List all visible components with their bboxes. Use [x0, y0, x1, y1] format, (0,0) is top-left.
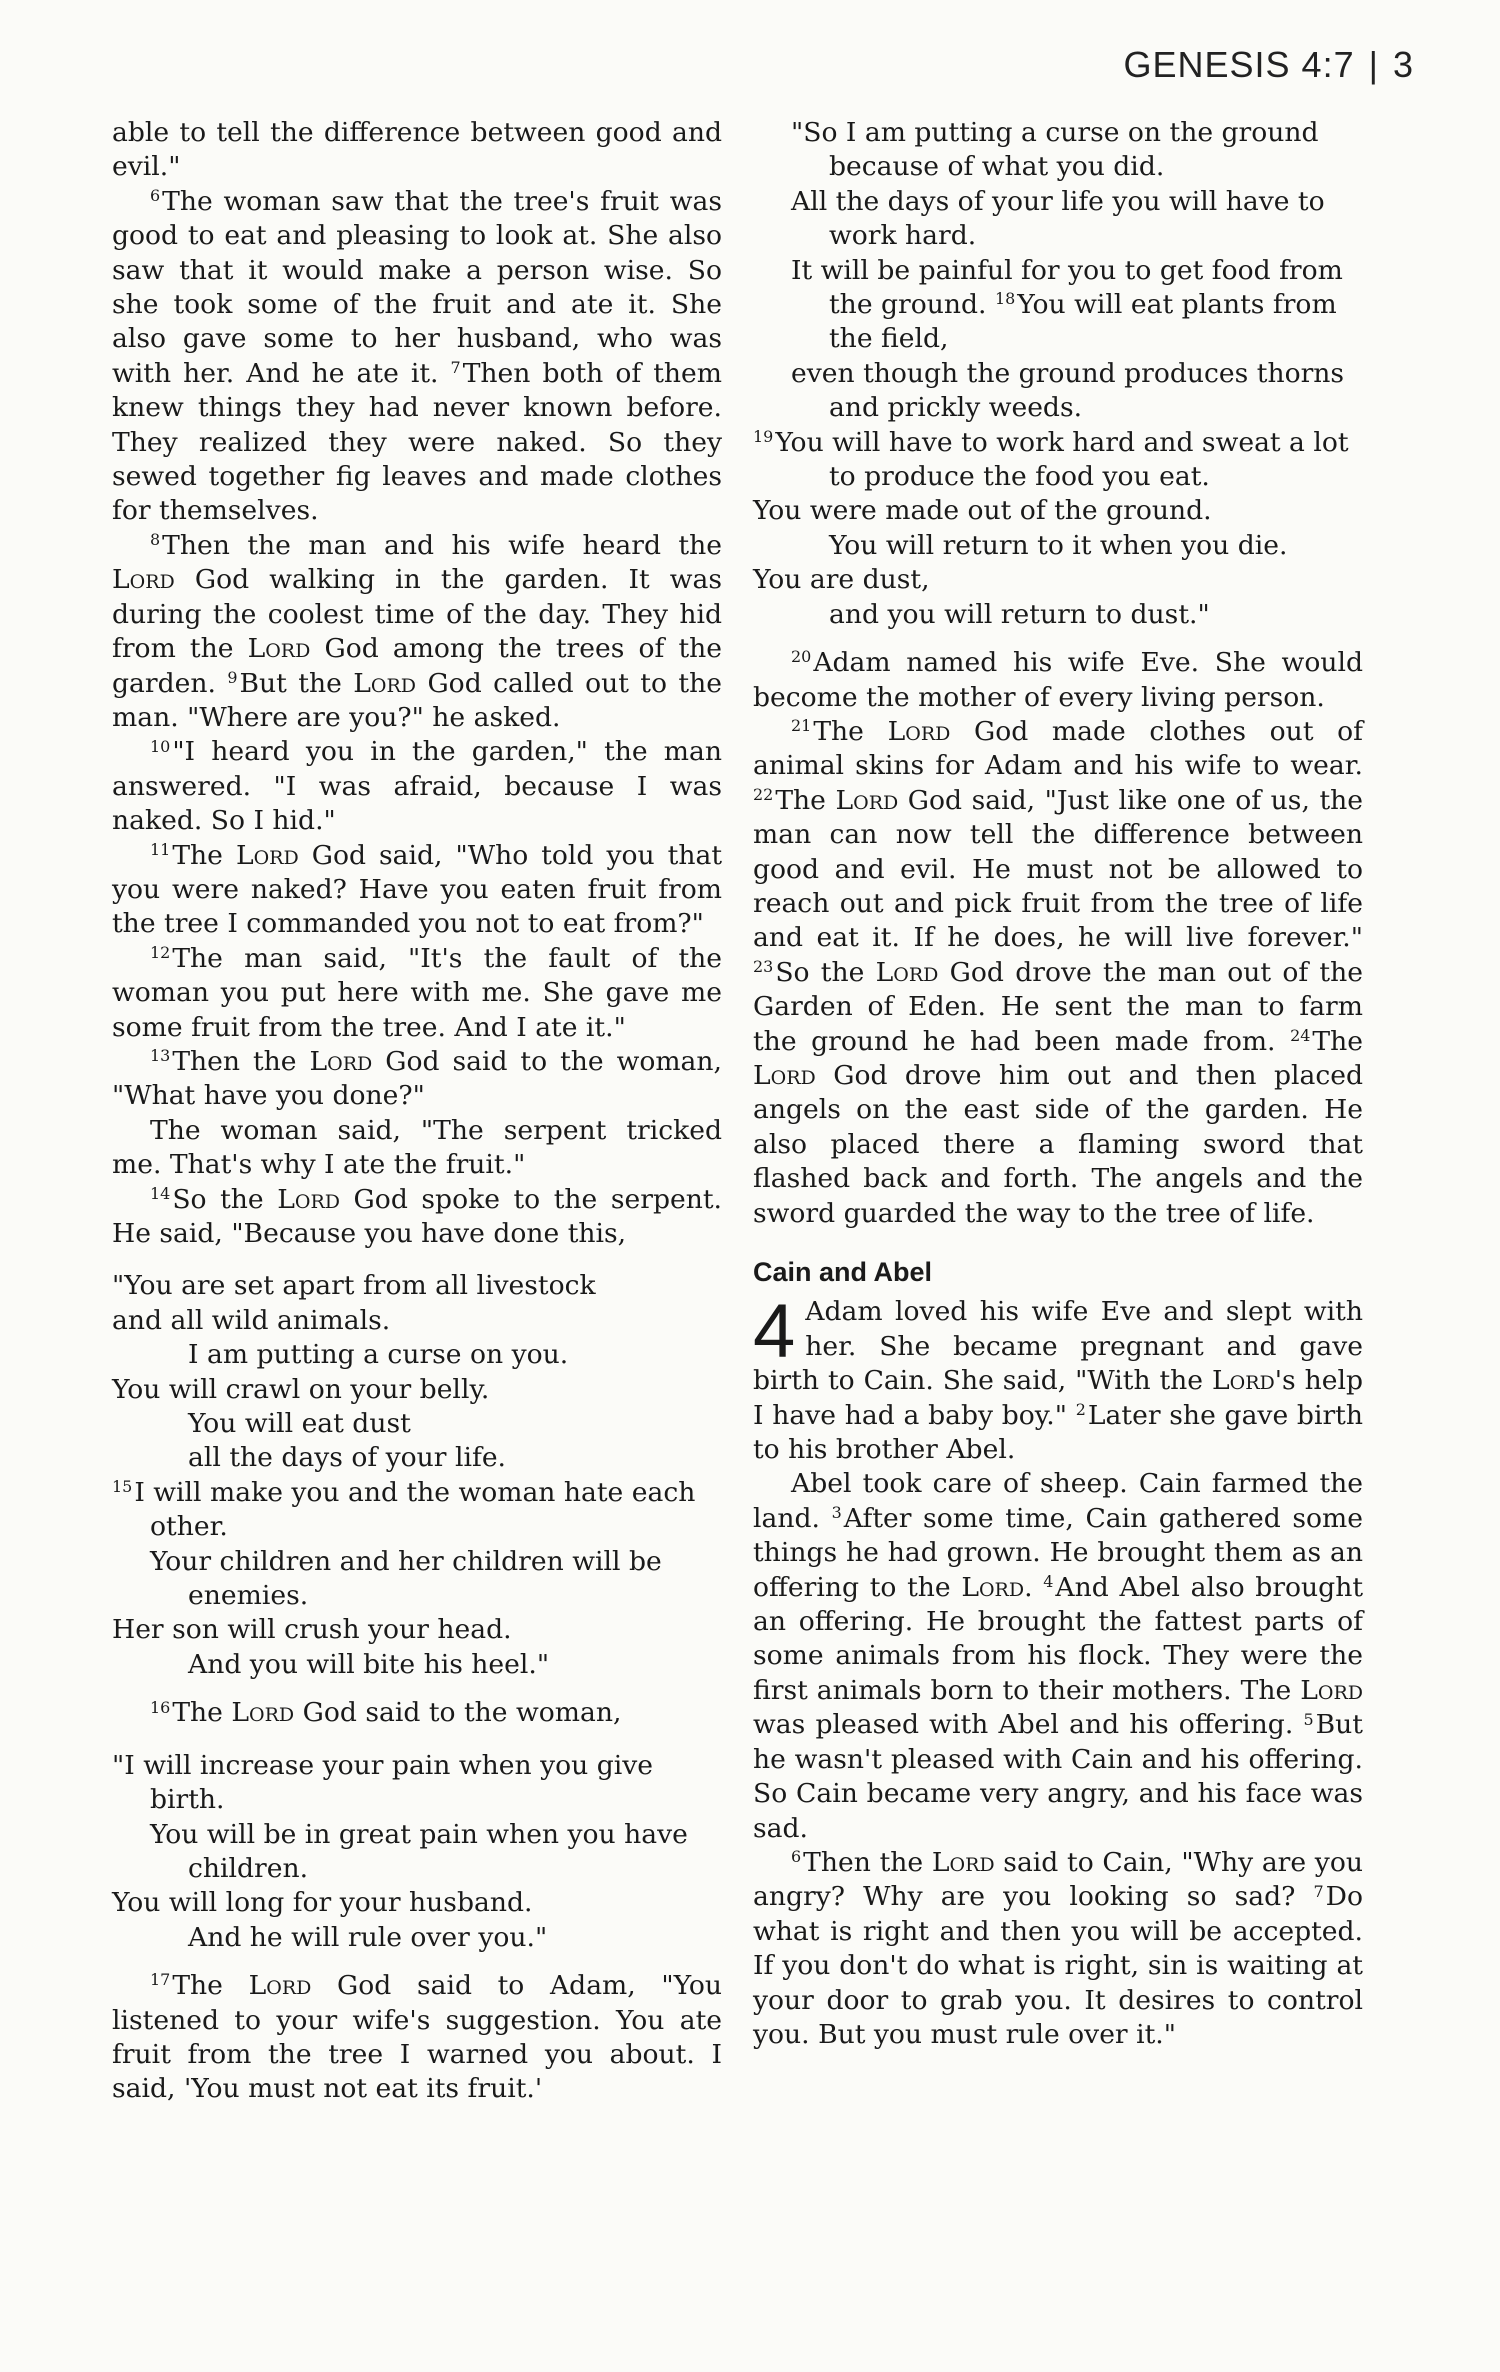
poem-line: and you will return to dust." [829, 598, 1210, 630]
chapter-4-verse-1: 4 Adam loved his wife Eve and slept with her. She became pregnant and gave birth to Cain. She said, "With the Lord's help I have had a baby boy." $^2$Later she gave birth to his brother Abel. [753, 1289, 1363, 1466]
poem-line: You will be in great pain when you have children. [150, 1818, 688, 1884]
paragraph: able to tell the difference between good and evil." [112, 117, 722, 183]
poem-line: "I will increase your pain when you give birth. [112, 1749, 654, 1816]
page-number: 3 [1392, 44, 1414, 85]
poem-block [753, 116, 1363, 632]
poem-line: All the days of your life you will have to work hard. [791, 185, 1325, 252]
poem-line: $^{15}$I will make you and the woman hate each other. [112, 1476, 696, 1543]
running-header [1124, 44, 1415, 86]
verse-11: $^{11}$The Lord God said, "Who told you that you were naked? Have you eaten fruit from the tree I commanded you not to eat from?" [112, 839, 722, 940]
header-separator: | [1368, 44, 1379, 85]
chapter-4-verse-2: Abel took care of sheep. Cain farmed the land. $^3$After some time, Cain gathered some things he had grown. He brought them as an offering to the Lord. $^4$And Abel also brought an offering. He brought the fattest parts of some animals from his flock. They were the first animals born to their mothers. The Lord was pleased with Abel and his offering. $^5$But he wasn't pleased with Cain and his offering. So Cain became very angry, and his face was sad. [753, 1468, 1364, 1844]
verse-13-cont: The woman said, "The serpent tricked me. That's why I ate the fruit." [112, 1114, 722, 1181]
poem-line: You will eat dust [188, 1408, 411, 1440]
poem-line: Her son will crush your head. [112, 1614, 512, 1646]
left-column [112, 116, 722, 2107]
poem-line: all the days of your life. [188, 1442, 507, 1474]
poem-line: and all wild animals. [112, 1304, 391, 1336]
chapter-4-verse-6: $^6$Then the Lord said to Cain, "Why are you angry? Why are you looking so sad? $^7$Do what is right and then you will be accepted. If you don't do what is right, sin is waiting at your door to grab you. It desires to control you. But you must rule over it." [753, 1846, 1363, 2050]
section-heading: Cain and Abel [753, 1257, 933, 1287]
chapter-number: 4 [753, 1289, 796, 1375]
right-column [753, 116, 1363, 2052]
verse-21: $^{21}$The Lord God made clothes out of animal skins for Adam and his wife to wear. $^{22}$The Lord God said, "Just like one of us, the man can now tell the difference between good and evil. He must not be allowed to reach out and pick fruit from the tree of life and eat it. If he does, he will live forever." $^{23}$So the Lord God drove the man out of the Garden of Eden. He sent the man to farm the ground he had been made from. $^{24}$The Lord God drove him out and then placed angels on the east side of the garden. He also placed there a flaming sword that flashed back and forth. The angels and the sword guarded the way to the tree of life. [753, 715, 1364, 1229]
verse-13: $^{13}$Then the Lord God said to the woman, "What have you done?" [112, 1045, 722, 1112]
verse-8: $^8$Then the man and his wife heard the Lord God walking in the garden. It was during the coolest time of the day. They hid from the Lord God among the trees of the garden. $^9$But the Lord God called out to the man. "Where are you?" he asked. [112, 529, 722, 733]
poem-line: You were made out of the ground. [753, 495, 1212, 527]
verse-12: $^{12}$The man said, "It's the fault of the woman you put here with me. She gave me some fruit from the tree. And I ate it." [112, 942, 722, 1043]
poem-line: $^{19}$You will have to work hard and sweat a lot [753, 426, 1349, 458]
verse-17: $^{17}$The Lord God said to Adam, "You listened to your wife's suggestion. You ate fruit from the tree I warned you about. I said, 'You must not eat its fruit.' [112, 1970, 722, 2105]
poem-line: to produce the food you eat. [829, 461, 1210, 493]
poem-line: Your children and her children will be enemies. [150, 1545, 662, 1612]
verse-16: $^{16}$The Lord God said to the woman, [150, 1697, 622, 1729]
poem-line: It will be painful for you to get food from the ground. $^{18}$You will eat plants from the field, [791, 254, 1343, 355]
poem-line: And you will bite his heel." [188, 1648, 550, 1680]
poem-line: You will long for your husband. [112, 1887, 533, 1919]
poem-line: You will crawl on your belly. [112, 1373, 490, 1405]
poem-line: "You are set apart from all livestock [112, 1270, 596, 1302]
poem-line: "So I am putting a curse on the ground because of what you did. [791, 117, 1319, 183]
poem-line: even though the ground produces thorns and prickly weeds. [791, 357, 1345, 424]
verse-10: $^{10}$"I heard you in the garden," the man answered. "I was afraid, because I was naked. So I hid." [112, 736, 722, 837]
verse-6: $^6$The woman saw that the tree's fruit was good to eat and pleasing to look at. She also saw that it would make a person wise. So she took some of the fruit and ate it. She also gave some to her husband, who was with her. And he ate it. $^7$Then both of them knew things they had never known before. They realized they were naked. So they sewed together fig leaves and made clothes for themselves. [112, 185, 722, 527]
poem-line: You will return to it when you die. [829, 529, 1288, 561]
poem-block [112, 1749, 722, 1955]
poem-line: And he will rule over you." [188, 1921, 548, 1953]
header-reference: GENESIS 4:7 [1123, 44, 1355, 85]
verse-14: $^{14}$So the Lord God spoke to the serpent. He said, "Because you have done this, [112, 1183, 722, 1249]
poem-line: You are dust, [753, 564, 930, 596]
poem-line: I am putting a curse on you. [188, 1339, 569, 1371]
verse-20: $^{20}$Adam named his wife Eve. She would become the mother of every living person. [753, 647, 1363, 713]
poem-block [112, 1269, 722, 1682]
